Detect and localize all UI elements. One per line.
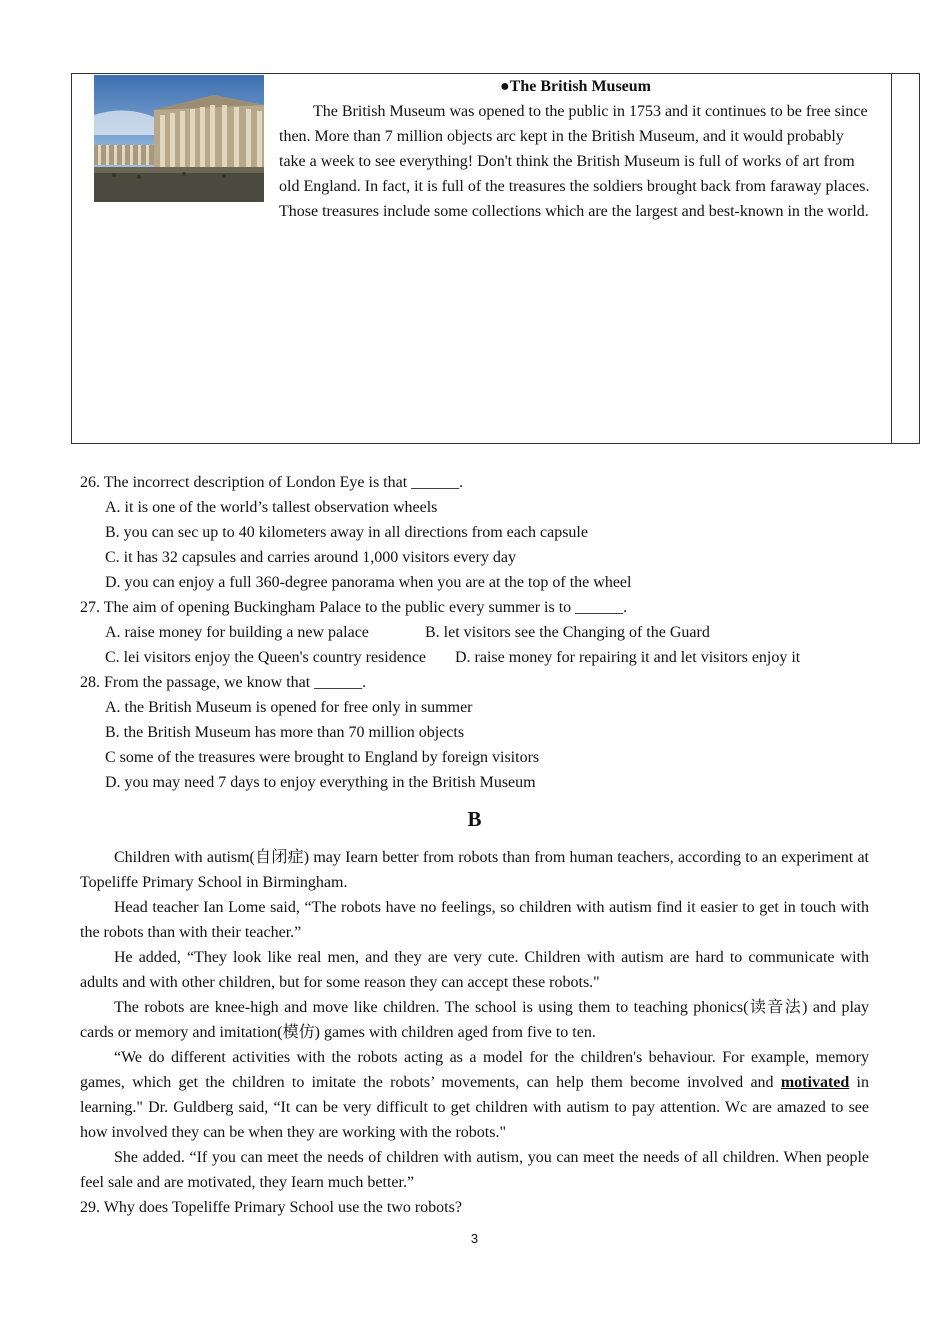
q28-option-c: C some of the treasures were brought to England by foreign visitors bbox=[105, 749, 540, 766]
q27-row-ab bbox=[105, 620, 880, 645]
q26-option-d: D. you can enjoy a full 360-degree panorama when you are at the top of the wheel bbox=[105, 574, 632, 591]
museum-article bbox=[80, 74, 872, 224]
q26-option-a: A. it is one of the world’s tallest observation wheels bbox=[105, 499, 438, 516]
page-number: 3 bbox=[470, 1231, 479, 1246]
museum-title: ●The British Museum bbox=[499, 78, 651, 95]
section-heading-b: B bbox=[467, 807, 482, 831]
photo-spacer bbox=[80, 74, 279, 204]
q27-option-c: C. lei visitors enjoy the Queen's country residence bbox=[105, 649, 427, 666]
q26-option-b: B. you can sec up to 40 kilometers away in all directions from each capsule bbox=[105, 524, 588, 541]
passage-paragraph-5 bbox=[80, 1045, 869, 1145]
frame-divider bbox=[891, 73, 892, 444]
passage-paragraph-3: He added, “They look like real men, and they are very cute. Children with autism are hard to communicate with adults and with other children, but for some reason they can accept these robots." bbox=[80, 949, 869, 991]
passage-paragraph-4: The robots are knee-high and move like children. The school is using them to teaching phonics(读音法) and play cards or memory and imitation(模仿) games with children aged from five to ten. bbox=[80, 999, 869, 1041]
q28-option-a: A. the British Museum is opened for free only in summer bbox=[105, 699, 473, 716]
question-list bbox=[80, 470, 880, 795]
keyword-motivated: motivated bbox=[780, 1074, 850, 1091]
passage-paragraph-6: She added. “If you can meet the needs of children with autism, you can meet the needs of all children. When people feel sale and are motivated, they Iearn much better.” bbox=[80, 1149, 869, 1191]
q28-option-b: B. the British Museum has more than 70 million objects bbox=[105, 724, 465, 741]
p5-text-after: in learning." Dr. Guldberg said, “It can be very difficult to get children with autism to pay attention. Wc are amazed to see how involved they can be when they are working with the robots." bbox=[80, 1074, 870, 1141]
q26-option-c: C. it has 32 capsules and carries around 1,000 visitors every day bbox=[105, 549, 517, 566]
q27-row-cd bbox=[105, 645, 880, 670]
q28-option-d: D. you may need 7 days to enjoy everything in the British Museum bbox=[105, 774, 536, 791]
q27-option-a: A. raise money for building a new palace bbox=[105, 624, 369, 641]
p5-text-before: “We do different activities with the robots acting as a model for the children's behaviour. For example, memory games, which get the children to imitate the robots’ movements, can help them become involved and bbox=[80, 1049, 869, 1091]
q27-option-b: B. let visitors see the Changing of the Guard bbox=[425, 624, 710, 641]
question-28: 28. From the passage, we know that ______. bbox=[80, 674, 367, 691]
passage-b bbox=[80, 845, 869, 1220]
passage-paragraph-2: Head teacher Ian Lome said, “The robots have no feelings, so children with autism find it easier to get in touch with the robots than with their teacher.” bbox=[80, 899, 869, 941]
question-29: 29. Why does Topeliffe Primary School use the two robots? bbox=[80, 1199, 462, 1216]
question-26: 26. The incorrect description of London Eye is that ______. bbox=[80, 474, 464, 491]
passage-paragraph-1: Children with autism(自闭症) may Iearn better from robots than from human teachers, according to an experiment at Topeliffe Primary School in Birmingham. bbox=[80, 849, 869, 891]
q27-option-d: D. raise money for repairing it and let visitors enjoy it bbox=[455, 649, 801, 666]
museum-paragraph: The British Museum was opened to the public in 1753 and it continues to be free since then. More than 7 million objects arc kept in the British Museum, and it would probably take a week to see everything! Don't think the British Museum is full of works of art from old England. In fact, it is full of the treasures the soldiers brought back from faraway places. Those treasures include some collections which are the largest and best-known in the world. bbox=[279, 103, 870, 220]
question-27: 27. The aim of opening Buckingham Palace to the public every summer is to ______. bbox=[80, 599, 628, 616]
